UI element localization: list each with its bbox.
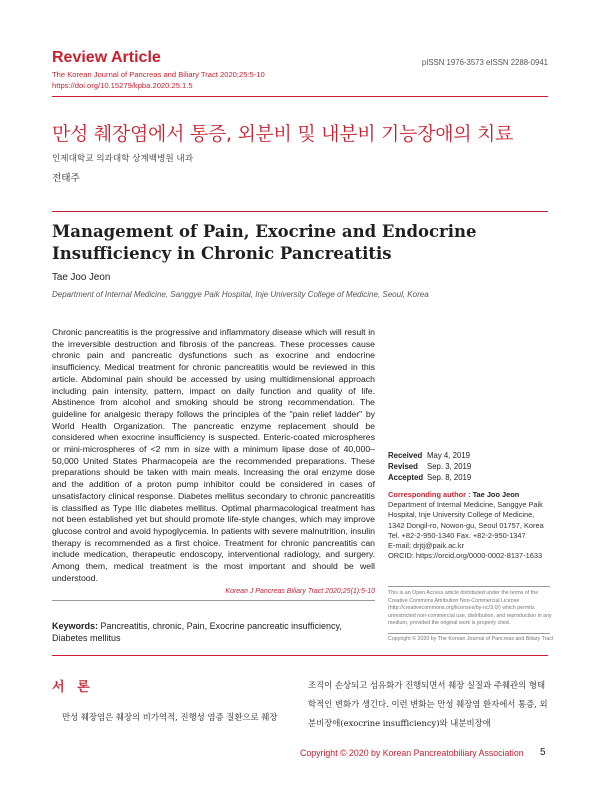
date-value: Sep. 3, 2019 — [427, 462, 472, 471]
citation: Korean J Pancreas Biliary Tract 2020;25(1):5-10 — [225, 588, 375, 595]
corresponding-author — [388, 490, 554, 561]
korean-title: 만성 췌장염에서 통증, 외분비 및 내분비 기능장애의 치료 — [52, 123, 514, 145]
date-label: Received — [388, 451, 423, 460]
body-text-left: 만성 췌장염은 췌장의 비가역적, 진행성 염증 질환으로 췌장 — [62, 712, 278, 722]
korean-affiliation: 인제대학교 의과대학 상계백병원 내과 — [52, 154, 194, 164]
license-text: This is an Open Access article distributed under the terms of the Creative Commons Attribution Non-Commercial License (http://creativecommons.org/licenses/by-nc/3.0/) which permits unrestricted non-commercial use, distribution, and reproduction in any medium, provided the original work is properly cited. — [388, 590, 552, 627]
header-divider — [52, 96, 548, 97]
keywords-text: Pancreatitis, chronic, Pain, Exocrine pancreatic insufficiency, Diabetes mellitus — [52, 621, 342, 643]
korean-author: 전태주 — [52, 173, 80, 184]
date-label: Accepted — [388, 473, 424, 482]
title-divider — [52, 211, 548, 212]
date-accepted — [388, 472, 471, 483]
english-affiliation: Department of Internal Medicine, Sanggye Paik Hospital, Inje University College of Medicine, Seoul, Korea — [52, 290, 429, 299]
date-revised — [388, 461, 471, 472]
issn: pISSN 1976-3573 eISSN 2288-0941 — [421, 58, 548, 67]
article-dates — [388, 450, 471, 483]
body-divider — [52, 655, 548, 656]
license-divider-bottom — [388, 633, 550, 634]
corresponding-name: Tae Joo Jeon — [472, 490, 520, 499]
body-text-right: 조직이 손상되고 섬유화가 진행되면서 췌장 실질과 주췌관의 형태학적인 변화가 생긴다. 이런 변화는 만성 췌장염 환자에서 통증, 외분비장애(exocrine insufficiency)와 내분비장애 — [308, 680, 548, 728]
corresponding-line: Hospital, Inje University College of Medicine, — [388, 510, 535, 520]
license-divider-top — [388, 586, 550, 587]
journal-copyright: Copyright © 2020 by The Korean Journal of Pancreas and Biliary Tract — [388, 636, 554, 642]
english-title: Management of Pain, Exocrine and Endocrine Insufficiency in Chronic Pancreatitis — [52, 222, 477, 263]
corresponding-orcid[interactable]: ORCID: https://orcid.org/0000-0002-8137-1633 — [388, 551, 543, 561]
english-author: Tae Joo Jeon — [52, 272, 111, 283]
citation-divider — [52, 600, 375, 601]
date-value: May 4, 2019 — [427, 451, 470, 460]
corresponding-label: Corresponding author : — [388, 490, 473, 499]
article-type: Review Article — [52, 49, 161, 66]
footer-copyright: Copyright © 2020 by Korean Pancreatobiliary Association — [300, 748, 524, 758]
section-heading: 서 론 — [52, 680, 94, 695]
abstract: Chronic pancreatitis is the progressive and inflammatory disease which will result in the irreversible destruction and fibrosis of the pancreas. These processes cause chronic pain and pancreatic dysfunctions such as exocrine and endocrine insufficiency. Medical treatment for chronic pancreatitis would be reviewed in this article. Abdominal pain should be accessed by using multidimensional approach including pain intensity, pattern, impact on daily function and quality of life. Abstinence from alcohol and smoking should be strong recommendation. The guideline for analgesic therapy follows the principles of the "pain relief ladder" by World Health Organization. The pancreatic enzyme replacement should be considered when exocrine insufficiency is suspected. Enteric-coated microspheres or mini-microspheres of <2 mm in size with a minimum lipase dose of 40,000–50,000 United States Pharmacopeia are the recommended preparations. These preparations should be taken with main meals. Increasing the oral enzyme dose and the addition of a proton pump inhibitor could be considered in cases of unsatisfactory clinical response. Diabetes mellitus secondary to chronic pancreatitis is classified as Type IIIc diabetes mellitus. Optimal pharmacological treatment has not been established yet but should promote life-style changes, which may improve glucose control and avoid hypoglycemia. In patients with severe malnutrition, insulin therapy is recommended as a first choice. Treatment for chronic pancreatitis can include medication, therapeutic endoscopy, interventional radiology, and surgery. Among them, medical treatment is the most important and should be well understood. — [52, 327, 375, 583]
corresponding-line: 1342 Dongil-ro, Nowon-gu, Seoul 01757, Korea — [388, 520, 544, 530]
date-value: Sep. 8, 2019 — [427, 473, 472, 482]
journal-reference: The Korean Journal of Pancreas and Biliary Tract 2020;25:5-10 — [52, 70, 265, 79]
corresponding-line: Department of Internal Medicine, Sanggye Paik — [388, 500, 543, 510]
date-received — [388, 450, 471, 461]
page-number: 5 — [540, 747, 546, 758]
corresponding-heading — [388, 490, 554, 500]
doi-link[interactable]: https://doi.org/10.15279/kpba.2020.25.1.5 — [52, 81, 193, 90]
keywords-label: Keywords: — [52, 621, 99, 631]
corresponding-line: Tel. +82-2-950-1340 Fax. +82-2-950-1347 — [388, 530, 526, 540]
date-label: Revised — [388, 462, 418, 471]
corresponding-email[interactable]: E-mail; drjtj@paik.ac.kr — [388, 541, 465, 551]
keywords — [52, 620, 375, 644]
